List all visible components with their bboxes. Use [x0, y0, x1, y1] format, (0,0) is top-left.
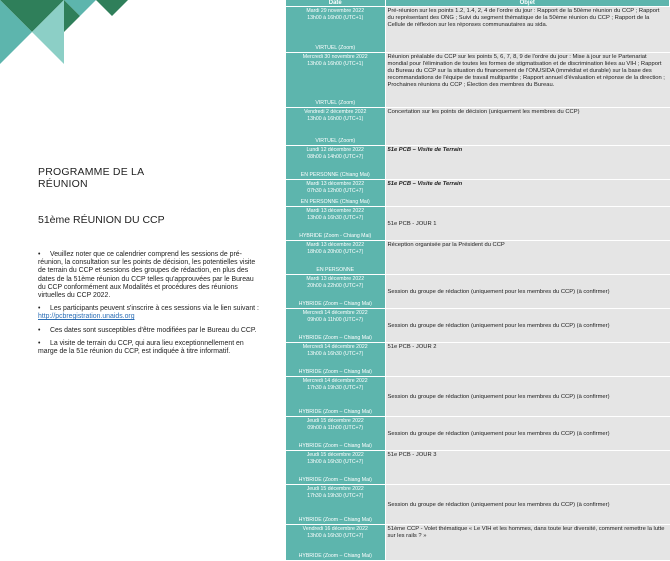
row-time: 13h00 à 16h30 (UTC+7)	[307, 214, 364, 221]
objet-cell: 51e PCB – Visite de Terrain	[385, 180, 670, 207]
row-time: 08h00 à 14h00 (UTC+7)	[307, 153, 364, 160]
program-panel	[38, 166, 260, 361]
row-mode: VIRTUEL (Zoom)	[315, 100, 356, 107]
row-time: 18h00 à 20h00 (UTC+7)	[307, 248, 364, 255]
date-cell	[286, 485, 385, 525]
objet-cell: Session du groupe de rédaction (uniquement pour les membres du CCP) (à confirmer)	[385, 309, 670, 343]
date-cell	[286, 377, 385, 417]
note-text: Les participants peuvent s'inscrire à ces sessions via le lien suivant :	[50, 305, 259, 313]
page-title	[38, 166, 260, 190]
row-time: 13h00 à 16h00 (UTC+1)	[307, 14, 364, 21]
objet-column-header: Objet	[385, 0, 670, 7]
row-date: Lundi 12 décembre 2022	[306, 147, 364, 153]
row-mode: HYBRIDE (Zoom – Chiang Mai)	[298, 517, 372, 524]
bullet-icon: •	[38, 251, 41, 258]
table-row	[286, 275, 670, 309]
row-date: Mercredi 30 novembre 2022	[302, 54, 368, 60]
table-row	[286, 451, 670, 485]
row-date: Vendredi 16 décembre 2022	[302, 526, 368, 532]
date-cell	[286, 525, 385, 561]
row-time: 13h00 à 16h30 (UTC+7)	[307, 532, 364, 539]
objet-cell: Concertation sur les points de décision (uniquement les membres du CCP)	[385, 108, 670, 146]
objet-cell: Session du groupe de rédaction (uniquement pour les membres du CCP) (à confirmer)	[385, 275, 670, 309]
row-mode: HYBRIDE (Zoom – Chiang Mai)	[298, 443, 372, 450]
row-time: 09h00 à 11h00 (UTC+7)	[307, 316, 364, 323]
row-time: 17h30 à 19h30 (UTC+7)	[307, 492, 364, 499]
row-mode: VIRTUEL (Zoom)	[315, 138, 356, 145]
table-row	[286, 417, 670, 451]
objet-cell: 51e PCB - JOUR 2	[385, 343, 670, 377]
row-time: 13h00 à 16h00 (UTC+1)	[307, 60, 364, 67]
row-date: Vendredi 2 décembre 2022	[304, 109, 367, 115]
row-time: 20h00 à 22h00 (UTC+7)	[307, 282, 364, 289]
title-line1: PROGRAMME DE LA	[38, 166, 145, 178]
table-row	[286, 53, 670, 108]
row-mode: EN PERSONNE	[316, 267, 355, 274]
objet-cell: 51e PCB – Visite de Terrain	[385, 146, 670, 180]
date-cell	[286, 180, 385, 207]
row-date: Mercredi 14 décembre 2022	[302, 310, 368, 316]
bullet-icon: •	[38, 305, 41, 313]
date-cell	[286, 146, 385, 180]
row-time: 09h00 à 11h00 (UTC+7)	[307, 424, 364, 431]
note-item	[38, 305, 260, 321]
title-line2: RÉUNION	[38, 178, 88, 190]
row-date: Mardi 13 décembre 2022	[306, 242, 365, 248]
date-cell	[286, 7, 385, 53]
row-time: 13h00 à 16h30 (UTC+7)	[307, 350, 364, 357]
objet-cell: Pré-réunion sur les points 1.2, 1.4, 2, 4 de l'ordre du jour : Rapport de la 50ème réunion du CCP ; Rapport du représentant des ONG ; Suivi du segment thématique de la 50ème réunion du CCP ; Rapport de la Cellule de réflexion sur les réponses communautaires au sida.	[385, 7, 670, 53]
note-item	[38, 251, 260, 300]
date-cell	[286, 207, 385, 241]
note-text: Veuillez noter que ce calendrier comprend les sessions de pré-réunion, la consultation sur les points de décision, les potentielles visite de terrain du CCP et sessions des groupes de rédaction, en plus des dates de la 51ème réunion du CCP telles qu'approuvées par le Bureau du CCP conformément aux Modalités et procédures des réunions virtuelles du CCP 2022.	[38, 251, 256, 300]
meeting-subtitle: 51ème RÉUNION DU CCP	[38, 214, 165, 226]
bullet-icon: •	[38, 326, 41, 334]
row-mode: HYBRIDE (Zoom – Chiang Mai)	[298, 335, 372, 342]
table-row	[286, 309, 670, 343]
objet-cell: 51e PCB - JOUR 1	[385, 207, 670, 241]
row-mode: VIRTUEL (Zoom)	[315, 45, 356, 52]
row-mode: HYBRIDE (Zoom – Chiang Mai)	[298, 477, 372, 484]
table-row	[286, 207, 670, 241]
table-row	[286, 180, 670, 207]
table-row	[286, 108, 670, 146]
note-text: La visite de terrain du CCP, qui aura lieu exceptionnellement en marge de la 51e réunion du CCP, est indiquée à titre informatif.	[38, 339, 244, 356]
notes-list	[38, 251, 260, 356]
row-date: Jeudi 15 décembre 2022	[306, 418, 364, 424]
date-cell	[286, 275, 385, 309]
date-cell	[286, 343, 385, 377]
schedule-table	[286, 0, 670, 561]
date-cell	[286, 309, 385, 343]
row-date: Mardi 13 décembre 2022	[306, 276, 365, 282]
objet-cell: Session du groupe de rédaction (uniquement pour les membres du CCP) (à confirmer)	[385, 485, 670, 525]
decorative-triangles	[0, 0, 130, 70]
note-text: Ces dates sont susceptibles d'être modifiées par le Bureau du CCP.	[50, 326, 257, 334]
row-mode: EN PERSONNE (Chiang Mai)	[300, 172, 370, 179]
table-row	[286, 241, 670, 275]
row-date: Mardi 13 décembre 2022	[306, 181, 365, 187]
registration-link[interactable]: http://pcbregistration.unaids.org	[38, 313, 135, 321]
bullet-icon: •	[38, 339, 41, 347]
date-column-header: Date	[286, 0, 385, 7]
date-cell	[286, 53, 385, 108]
row-mode: HYBRIDE (Zoom – Chiang Mai)	[298, 409, 372, 416]
objet-cell: Session du groupe de rédaction (uniquement pour les membres du CCP) (à confirmer)	[385, 417, 670, 451]
date-cell	[286, 108, 385, 146]
note-item	[38, 327, 260, 335]
row-mode: EN PERSONNE (Chiang Mai)	[300, 199, 370, 206]
table-row	[286, 146, 670, 180]
date-cell	[286, 451, 385, 485]
table-row	[286, 343, 670, 377]
objet-cell: 51e PCB - JOUR 3	[385, 451, 670, 485]
row-time: 07h30 à 12h00 (UTC+7)	[307, 187, 364, 194]
row-mode: HYBRIDE (Zoom – Chiang Mai)	[298, 553, 372, 560]
table-row	[286, 7, 670, 53]
table-row	[286, 377, 670, 417]
row-date: Mercredi 14 décembre 2022	[302, 344, 368, 350]
row-date: Jeudi 15 décembre 2022	[306, 486, 364, 492]
row-date: Jeudi 15 décembre 2022	[306, 452, 364, 458]
objet-cell: Réunion préalable du CCP sur les points 5, 6, 7, 8, 9 de l'ordre du jour : Mise à jour sur le Partenariat mondial pour l'élimination de toutes les formes de stigmatisation et de discrimination liées au VIH ; Rapport du Bureau du CCP sur la situation du financement de l'ONUSIDA (immédiat et durable) sur la base des recommandations de l'équipe de travail multipartite ; Rapport annuel d'évaluation et réponse de la direction ; Prochaines réunions du CCP ; Élection des membres du Bureau.	[385, 53, 670, 108]
row-time: 13h00 à 16h00 (UTC+1)	[307, 115, 364, 122]
objet-cell: Session du groupe de rédaction (uniquement pour les membres du CCP) (à confirmer)	[385, 377, 670, 417]
table-row	[286, 485, 670, 525]
objet-cell: Réception organisée par la Président du CCP	[385, 241, 670, 275]
row-mode: HYBRIDE (Zoom – Chiang Mai)	[298, 301, 372, 308]
row-time: 17h30 à 19h30 (UTC+7)	[307, 384, 364, 391]
row-mode: HYBRIDE (Zoom - Chiang Mai)	[299, 233, 372, 240]
date-cell	[286, 241, 385, 275]
row-date: Mardi 13 décembre 2022	[306, 208, 365, 214]
date-cell	[286, 417, 385, 451]
note-item	[38, 340, 260, 356]
row-mode: HYBRIDE (Zoom – Chiang Mai)	[298, 369, 372, 376]
table-row	[286, 525, 670, 561]
row-date: Mardi 29 novembre 2022	[306, 8, 365, 14]
row-time: 13h00 à 16h30 (UTC+7)	[307, 458, 364, 465]
row-date: Mercredi 14 décembre 2022	[302, 378, 368, 384]
objet-cell: 51ème CCP - Volet thématique « Le VIH et les hommes, dans toute leur diversité, comment remettre la lutte sur les rails ? »	[385, 525, 670, 561]
